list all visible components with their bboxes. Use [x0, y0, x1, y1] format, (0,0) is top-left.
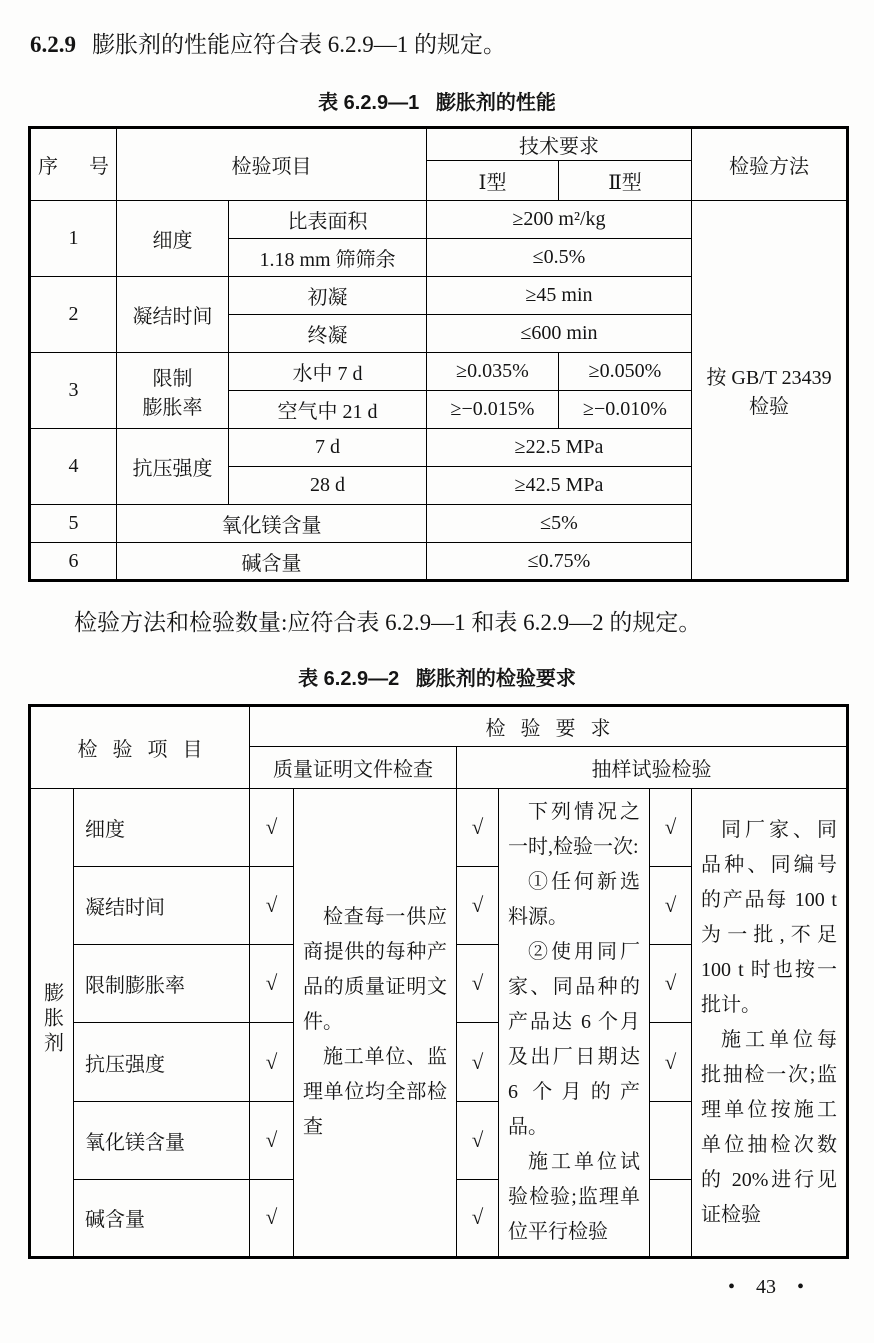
batch-note-p2: 施工单位每批抽检一次;监理单位按施工单位抽检次数的 20%进行见证检验 [701, 1028, 837, 1226]
cell-item: 凝结时间 [74, 867, 250, 945]
doc-checkmark: √ [250, 867, 294, 945]
cell-subitem: 初凝 [229, 277, 427, 315]
cell-item: 氧化镁含量 [74, 1101, 250, 1179]
cell-method: 按 GB/T 23439 检验 [692, 201, 848, 581]
doc-checkmark: √ [250, 1179, 294, 1257]
batch-note-p1: 同厂家、同品种、同编号的产品每 100 t 为一批,不足 100 t 时也按一批计。 [701, 818, 837, 1016]
cell-value: ≥42.5 MPa [427, 467, 692, 505]
cell-seq: 1 [30, 201, 117, 277]
table2-title: 表 6.2.9—2 膨胀剂的检验要求 [298, 668, 576, 690]
sample-note-p1: 下列情况之一时,检验一次: [508, 801, 640, 858]
batch-checkmark [650, 1101, 692, 1179]
doc-checkmark: √ [250, 789, 294, 867]
header-tech-req: 技术要求 [427, 128, 692, 161]
cell-seq: 5 [30, 505, 117, 543]
doc-note-p1: 检查每一供应商提供的每种产品的质量证明文件。 [303, 906, 447, 1033]
sample-note-p2: ①任何新选料源。 [508, 871, 640, 928]
cell-seq: 4 [30, 429, 117, 505]
cell-value: ≥22.5 MPa [427, 429, 692, 467]
sample-note-p4: 施工单位试验检验;监理单位平行检验 [508, 1151, 640, 1243]
sample-checkmark: √ [457, 945, 499, 1023]
table1-title: 表 6.2.9—1 膨胀剂的性能 [318, 92, 556, 114]
cell-value-type2: ≥0.050% [559, 353, 692, 391]
doc-note-p2: 施工单位、监理单位均全部检查 [303, 1046, 447, 1138]
cell-category-line1: 限制 [152, 367, 193, 390]
cell-subitem: 比表面积 [229, 201, 427, 239]
cell-value: ≤600 min [427, 315, 692, 353]
cell-category [117, 353, 229, 429]
cell-seq: 3 [30, 353, 117, 429]
cell-item: 抗压强度 [74, 1023, 250, 1101]
cell-value-type1: ≥0.035% [427, 353, 559, 391]
header-inspection-req: 检 验 要 求 [250, 706, 848, 747]
cell-seq: 6 [30, 543, 117, 581]
cell-value: ≤0.5% [427, 239, 692, 277]
cell-subitem: 7 d [229, 429, 427, 467]
cell-category-line2: 膨胀率 [142, 396, 203, 419]
batch-checkmark: √ [650, 1023, 692, 1101]
cell-value: ≥200 m²/kg [427, 201, 692, 239]
batch-checkmark: √ [650, 789, 692, 867]
cell-seq: 2 [30, 277, 117, 353]
header-type2: Ⅱ型 [559, 161, 692, 201]
header-seq: 序 号 [30, 128, 117, 201]
cell-item: 碱含量 [74, 1179, 250, 1257]
cell-category: 抗压强度 [117, 429, 229, 505]
table-inspection-requirements [28, 704, 849, 1259]
header-inspection-item: 检 验 项 目 [30, 706, 250, 789]
cell-category: 细度 [117, 201, 229, 277]
cell-subitem: 28 d [229, 467, 427, 505]
cell-subitem: 终凝 [229, 315, 427, 353]
sample-checkmark: √ [457, 1101, 499, 1179]
cell-item: 氧化镁含量 [117, 505, 427, 543]
cell-value: ≥45 min [427, 277, 692, 315]
sample-checkmark: √ [457, 789, 499, 867]
cell-item: 细度 [74, 789, 250, 867]
cell-value-type1: ≥−0.015% [427, 391, 559, 429]
sample-checkmark: √ [457, 867, 499, 945]
cell-item: 碱含量 [117, 543, 427, 581]
table-performance [28, 126, 849, 582]
clause-number: 6.2.9 [30, 32, 76, 57]
sample-checkmark: √ [457, 1179, 499, 1257]
page-number: • 43 • [727, 1276, 804, 1298]
cell-batch-note [692, 789, 848, 1258]
batch-checkmark: √ [650, 867, 692, 945]
batch-checkmark: √ [650, 945, 692, 1023]
cell-subitem: 1.18 mm 筛筛余 [229, 239, 427, 277]
sample-checkmark: √ [457, 1023, 499, 1101]
cell-value: ≤0.75% [427, 543, 692, 581]
header-item: 检验项目 [117, 128, 427, 201]
cell-value: ≤5% [427, 505, 692, 543]
cell-doc-note [294, 789, 457, 1258]
batch-checkmark [650, 1179, 692, 1257]
cell-sample-note [499, 789, 650, 1258]
header-method: 检验方法 [692, 128, 848, 201]
sample-note-p3: ②使用同厂家、同品种的产品达 6 个月及出厂日期达 6 个月的产品。 [508, 941, 640, 1138]
header-doc-check: 质量证明文件检查 [250, 747, 457, 789]
cell-item: 限制膨胀率 [74, 945, 250, 1023]
doc-checkmark: √ [250, 945, 294, 1023]
cell-value-type2: ≥−0.010% [559, 391, 692, 429]
clause-heading [30, 30, 846, 60]
cell-subitem: 水中 7 d [229, 353, 427, 391]
cell-material: 膨胀剂 [30, 789, 74, 1258]
cell-category: 凝结时间 [117, 277, 229, 353]
header-sampling-test: 抽样试验检验 [457, 747, 848, 789]
body-paragraph: 检验方法和检验数量:应符合表 6.2.9—1 和表 6.2.9—2 的规定。 [74, 610, 702, 635]
header-type1: Ⅰ型 [427, 161, 559, 201]
doc-checkmark: √ [250, 1023, 294, 1101]
clause-text: 膨胀剂的性能应符合表 6.2.9—1 的规定。 [92, 32, 506, 57]
doc-checkmark: √ [250, 1101, 294, 1179]
cell-subitem: 空气中 21 d [229, 391, 427, 429]
